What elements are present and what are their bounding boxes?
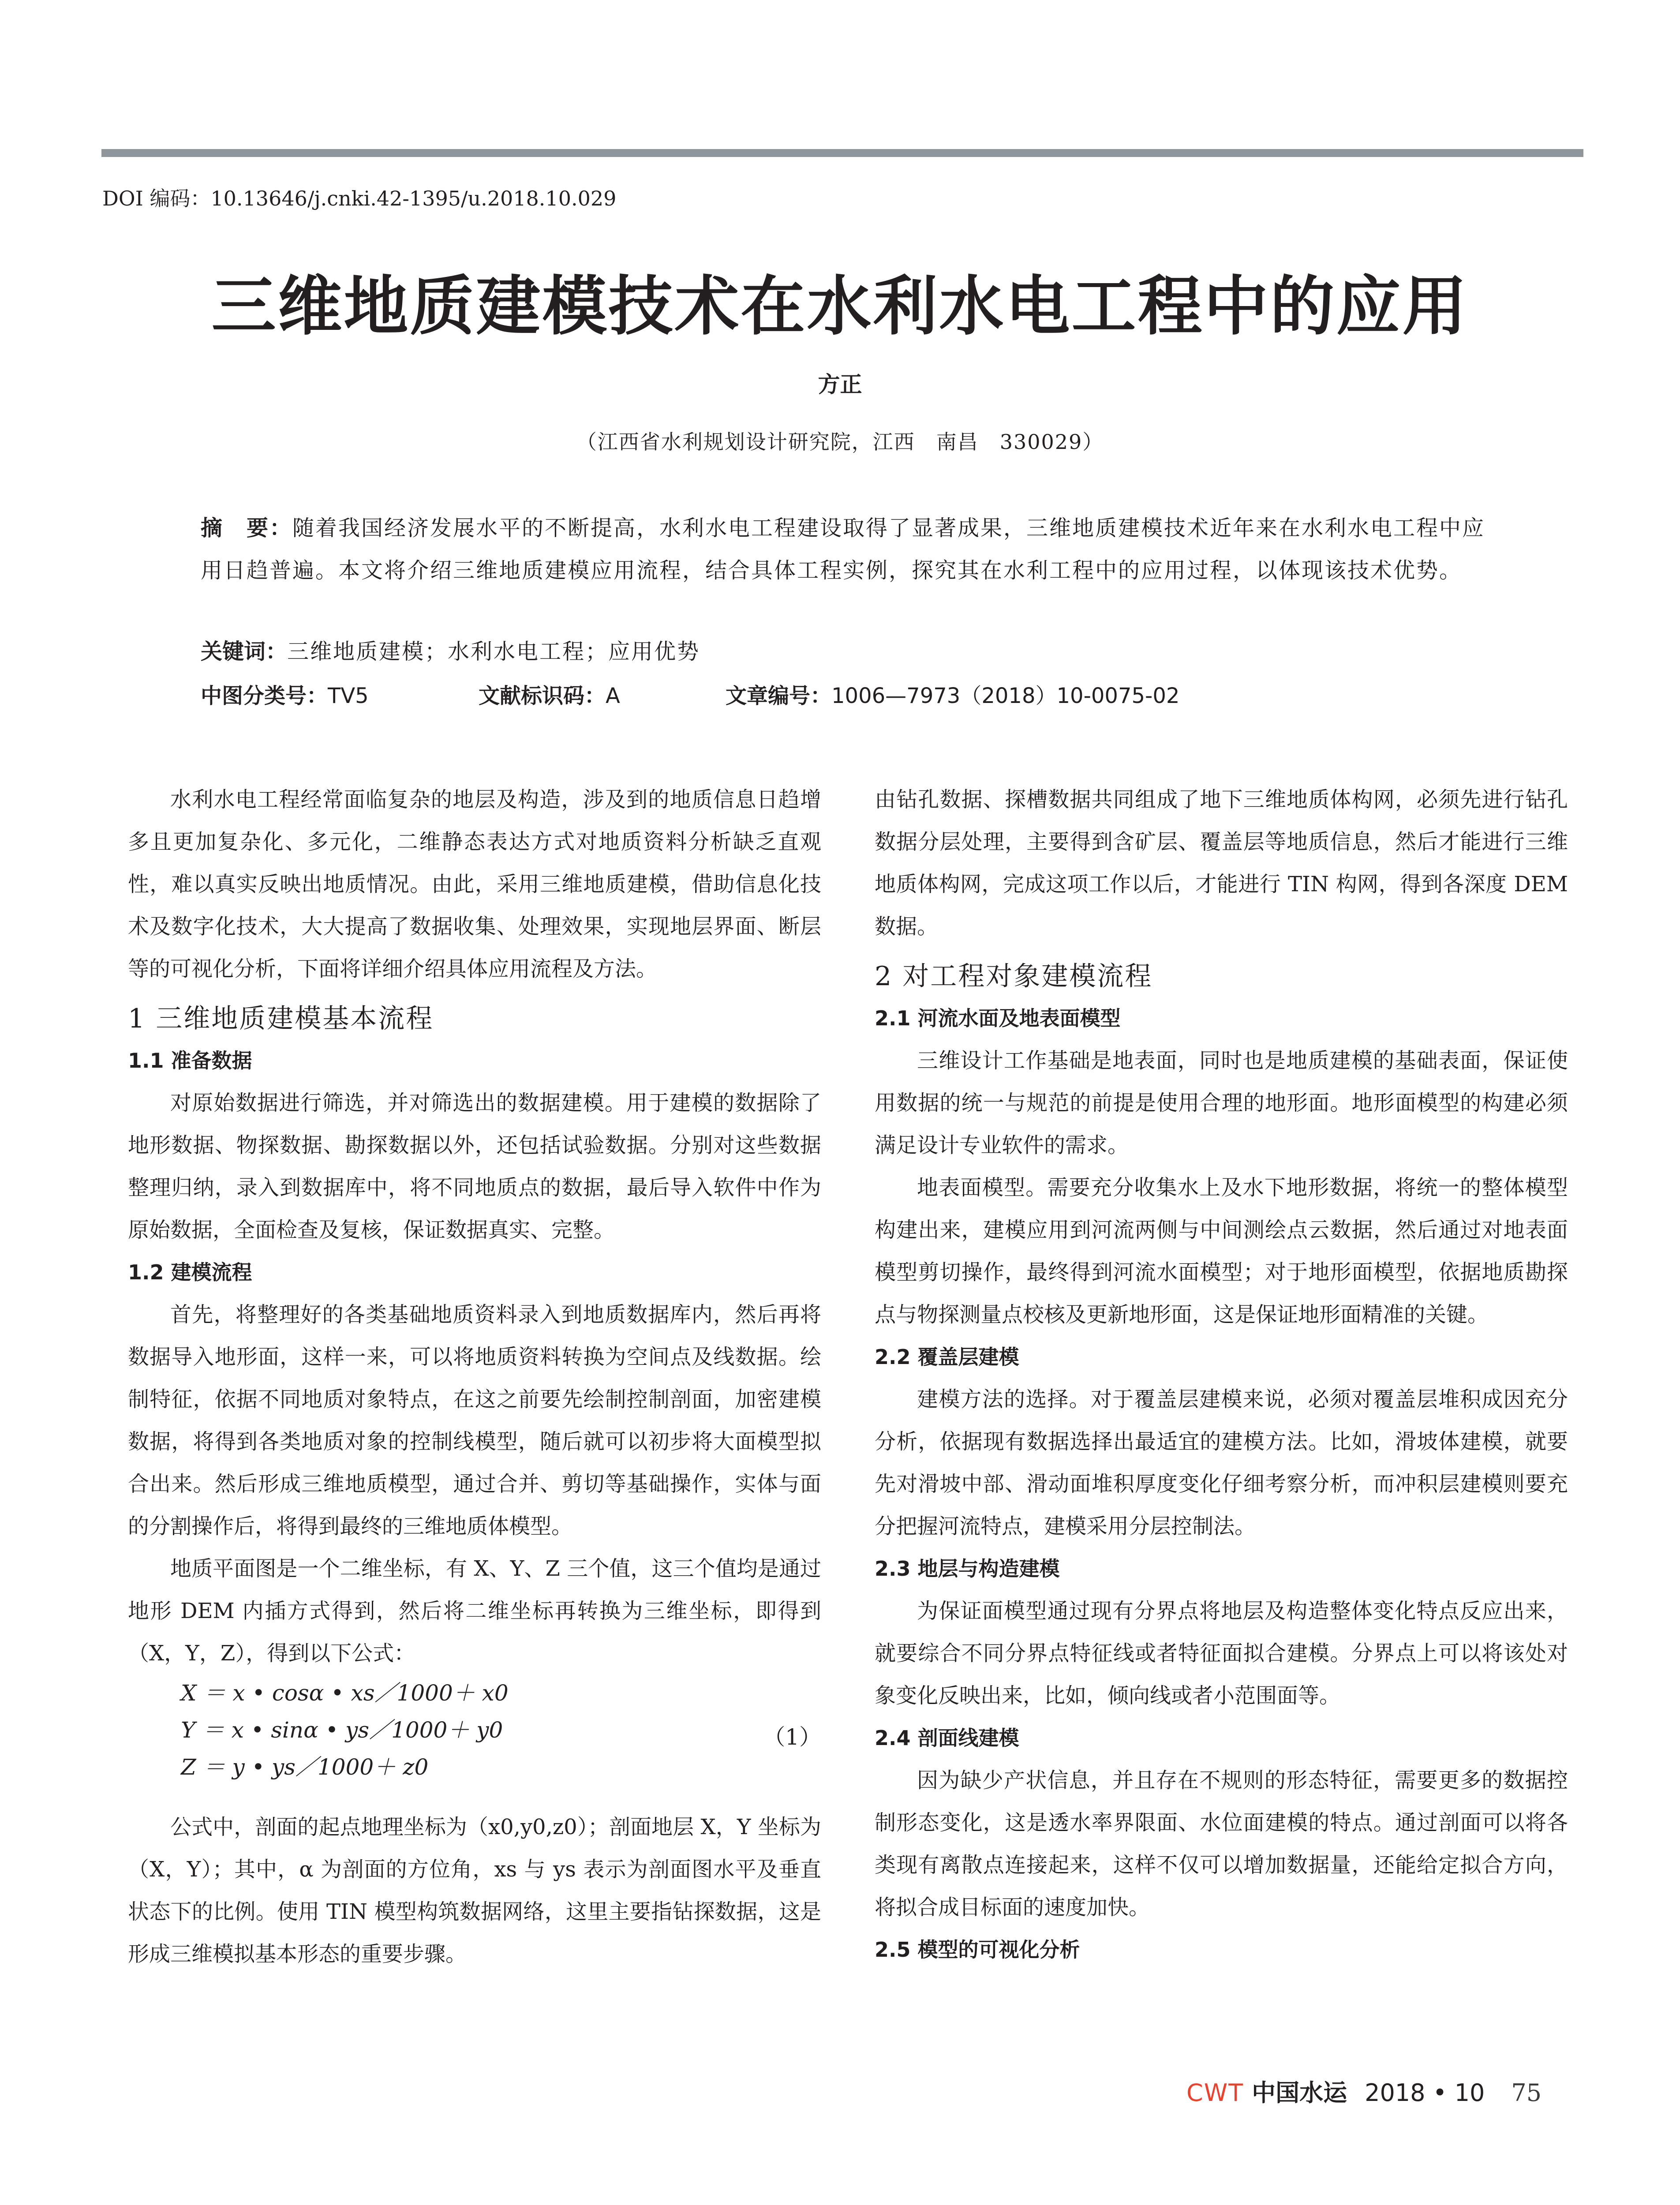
page-footer	[1186, 2075, 1542, 2110]
section-2-4-paragraph: 因为缺少产状信息，并且存在不规则的形态特征，需要更多的数据控制形态变化，这是透水率界限面、水位面建模的特点。通过剖面可以将各类现有离散点连接起来，这样不仅可以增加数据量，还能给定拟合方向，将拟合成目标面的速度加快。	[875, 1768, 1568, 1920]
author-affiliation: （江西省水利规划设计研究院，江西 南昌 330029）	[576, 430, 1104, 454]
section-2-3-heading: 2.3 地层与构造建模	[875, 1557, 1060, 1581]
section-2-1-paragraph-2: 地表面模型。需要充分收集水上及水下地形数据，将统一的整体模型构建出来，建模应用到河流两侧与中间测绘点云数据，然后通过对地表面模型剪切操作，最终得到河流水面模型；对于地形面模型，依据地质勘探点与物探测量点校核及更新地形面，这是保证地形面精准的关键。	[875, 1175, 1568, 1327]
section-1-heading: 1 三维地质建模基本流程	[128, 1003, 434, 1034]
section-1-2-paragraph-3: 公式中，剖面的起点地理坐标为（x0,y0,z0）；剖面地层 X，Y 坐标为（X，Y）；其中，α 为剖面的方位角，xs 与 ys 表示为剖面图水平及垂直状态下的比例。使用 TIN 模型构筑数据网络，这里主要指钻探数据，这是形成三维模拟基本形态的重要步骤。	[128, 1815, 821, 1966]
formula-number: （1）	[763, 1724, 821, 1750]
section-1-2-paragraph-2: 地质平面图是一个二维坐标，有 X、Y、Z 三个值，这三个值均是通过地形 DEM 内插方式得到，然后将二维坐标再转换为三维坐标，即得到（X，Y，Z），得到以下公式：	[128, 1556, 821, 1666]
document-code: 文献标识码：A	[479, 684, 620, 708]
formula-line-z: Z ＝ y • ys／1000＋ z0	[181, 1754, 429, 1780]
formula-line-y: Y ＝ x • sinα • ys／1000＋ y0	[181, 1717, 503, 1743]
section-2-2-heading: 2.2 覆盖层建模	[875, 1345, 1019, 1369]
body-column-left	[128, 778, 821, 1975]
abstract-label: 摘 要：	[201, 516, 293, 541]
section-2-2-paragraph: 建模方法的选择。对于覆盖层建模来说，必须对覆盖层堆积成因充分分析，依据现有数据选择出最适宜的建模方法。比如，滑坡体建模，就要先对滑坡中部、滑动面堆积厚度变化仔细考察分析，而冲积层建模则要充分把握河流特点，建模采用分层控制法。	[875, 1387, 1568, 1539]
section-2-1-heading: 2.1 河流水面及地表面模型	[875, 1006, 1121, 1030]
keywords	[201, 631, 1493, 673]
formula-line-x: X ＝ x • cosα • xs／1000＋ x0	[181, 1680, 509, 1706]
coordinate-formula	[128, 1674, 821, 1801]
classification-line	[201, 675, 1493, 717]
clc-number: 中图分类号：TV5	[201, 684, 369, 708]
section-2-3-paragraph: 为保证面模型通过现有分界点将地层及构造整体变化特点反应出来，就要综合不同分界点特征线或者特征面拟合建模。分界点上可以将该处对象变化反映出来，比如，倾向线或者小范围面等。	[875, 1599, 1568, 1708]
keywords-label: 关键词：	[201, 639, 288, 664]
article-number: 文章编号：1006—7973（2018）10-0075-02	[726, 684, 1180, 708]
keywords-text: 三维地质建模；水利水电工程；应用优势	[287, 639, 700, 664]
journal-logo: CWT	[1186, 2079, 1244, 2107]
doi-line: DOI 编码：10.13646/j.cnki.42-1395/u.2018.10.029	[102, 187, 617, 210]
header-rule	[101, 149, 1583, 157]
section-1-1-heading: 1.1 准备数据	[128, 1049, 252, 1073]
article-title: 三维地质建模技术在水利水电工程中的应用	[211, 269, 1469, 344]
section-2-5-heading: 2.5 模型的可视化分析	[875, 1938, 1080, 1962]
journal-name: 中国水运	[1252, 2078, 1347, 2107]
section-2-heading: 2 对工程对象建模流程	[875, 961, 1153, 992]
section-1-2-paragraph-1: 首先，将整理好的各类基础地质资料录入到地质数据库内，然后再将数据导入地形面，这样一来，可以将地质资料转换为空间点及线数据。绘制特征，依据不同地质对象特点，在这之前要先绘制控制剖面，加密建模数据，将得到各类地质对象的控制线模型，随后就可以初步将大面模型拟合出来。然后形成三维地质模型，通过合并、剪切等基础操作，实体与面的分割操作后，将得到最终的三维地质体模型。	[128, 1302, 821, 1539]
section-1-1-paragraph: 对原始数据进行筛选，并对筛选出的数据建模。用于建模的数据除了地形数据、物探数据、勘探数据以外，还包括试验数据。分别对这些数据整理归纳，录入到数据库中，将不同地质点的数据，最后导入软件中作为原始数据，全面检查及复核，保证数据真实、完整。	[128, 1091, 821, 1242]
continued-paragraph: 由钻孔数据、探槽数据共同组成了地下三维地质体构网，必须先进行钻孔数据分层处理，主要得到含矿层、覆盖层等地质信息，然后才能进行三维地质体构网，完成这项工作以后，才能进行 TIN 构网，得到各深度 DEM 数据。	[875, 787, 1568, 939]
body-column-right	[875, 778, 1568, 1971]
intro-paragraph: 水利水电工程经常面临复杂的地层及构造，涉及到的地质信息日趋增多且更加复杂化、多元化，二维静态表达方式对地质资料分析缺乏直观性，难以真实反映出地质情况。由此，采用三维地质建模，借助信息化技术及数字化技术，大大提高了数据收集、处理效果，实现地层界面、断层等的可视化分析，下面将详细介绍具体应用流程及方法。	[128, 787, 821, 981]
abstract	[201, 507, 1493, 592]
author-name: 方正	[818, 372, 862, 397]
section-2-4-heading: 2.4 剖面线建模	[875, 1726, 1019, 1750]
issue-number: 2018 • 10	[1365, 2079, 1485, 2107]
section-2-1-paragraph-1: 三维设计工作基础是地表面，同时也是地质建模的基础表面，保证使用数据的统一与规范的前提是使用合理的地形面。地形面模型的构建必须满足设计专业软件的需求。	[875, 1048, 1568, 1158]
section-1-2-heading: 1.2 建模流程	[128, 1260, 252, 1284]
abstract-text: 随着我国经济发展水平的不断提高，水利水电工程建设取得了显著成果，三维地质建模技术近年来在水利水电工程中应用日趋普遍。本文将介绍三维地质建模应用流程，结合具体工程实例，探究其在水利工程中的应用过程，以体现该技术优势。	[201, 516, 1485, 583]
page-number: 75	[1511, 2079, 1542, 2107]
